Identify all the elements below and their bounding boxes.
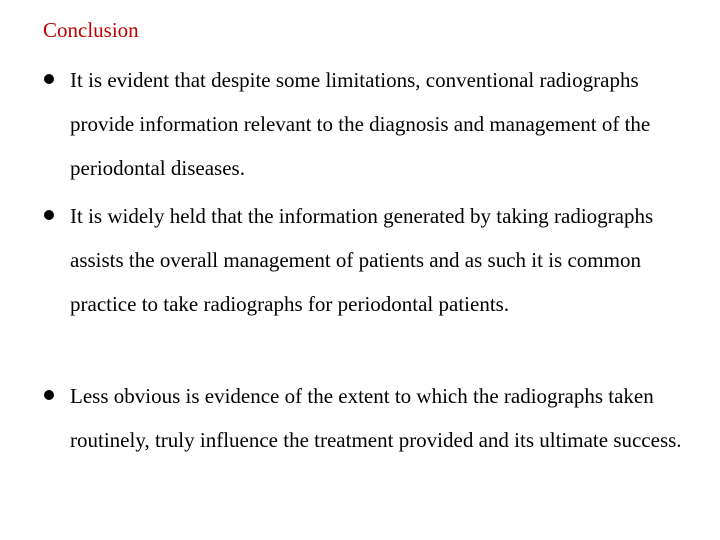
- bullet-dot-icon: [44, 390, 54, 400]
- bullet-dot-icon: [44, 210, 54, 220]
- bullet-dot-icon: [44, 74, 54, 84]
- slide-title: Conclusion: [43, 18, 139, 42]
- bullet-text: It is evident that despite some limitations, conventional radiographs provide information relevant to the diagnosis and management of the periodontal diseases.: [70, 68, 651, 180]
- bullet-text: It is widely held that the information generated by taking radiographs assists the overall management of patients and as such it is common practice to take radiographs for periodontal patients.: [70, 204, 654, 316]
- bullet-text: Less obvious is evidence of the extent to which the radiographs taken routinely, truly influence the treatment provided and its ultimate success.: [70, 384, 682, 452]
